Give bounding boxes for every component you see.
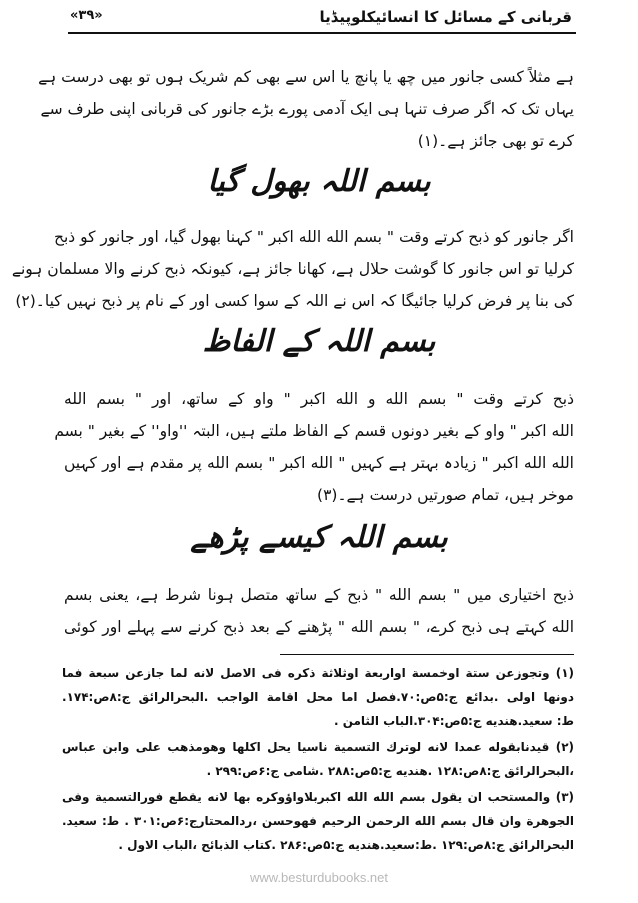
watermark: www.besturdubooks.net xyxy=(249,870,389,885)
footnote-line: دونها اولى .بدائع ج:۵ص:۷۰.فصل اما محل اقامة الواجب .البحرالرائق ج:۸ص:۱۷۴. xyxy=(62,690,574,704)
running-header xyxy=(68,4,576,34)
body-line: الله کہتے ہی ذبح کرے، " بسم الله " پڑھنے کے بعد ذبح کرنے سے پہلے اور کوئی xyxy=(64,618,574,636)
footnote-line: ط: سعيد.هنديه ج:۵ص:۳۰۴.الباب الثامن . xyxy=(333,714,574,728)
page-number: «۳۹» xyxy=(70,8,103,23)
header-rule xyxy=(68,32,576,34)
body-line: کرلیا تو اس جانور کا گوشت حلال ہے، کھانا جائز ہے، کیونکہ ذبح کرنے والا مسلمان ہونے xyxy=(11,260,574,278)
footnote-line: ،البحرالرائق ج:۸ص:۱۲۸ .هنديه ج:۵ص:۲۸۸ .شامى ج:۶ص:۲۹۹ . xyxy=(206,764,574,778)
footnote-line: البحرالرائق ج:۸ص:۱۲۹ .ط:سعيد.هنديه ج:۵ص:۲۸۶ .كتاب الذبائح ،الباب الاول . xyxy=(118,838,574,852)
body-line: یہاں تک کہ اگر صرف تنہا ہی ایک آدمی پورے بڑے جانور کی قربانی اپنی طرف سے xyxy=(40,100,574,118)
footnote-line: (۱) وتجوزعن ستة اوخمسة اواربعة اوثلاثة ذكره فى الاصل لانه لما جازعن سبعة فما xyxy=(62,666,574,680)
body-line: اگر جانور کو ذبح کرتے وقت " بسم الله الله اکبر " کہنا بھول گیا، اور جانور کو ذبح xyxy=(53,228,574,246)
book-title: قربانی کے مسائل کا انسائیکلوپیڈیا xyxy=(319,8,572,26)
body-line: ہے مثلاً کسی جانور میں چھ یا پانچ یا اس سے بھی کم شریک ہوں تو بھی درست ہے xyxy=(38,68,574,86)
body-line: الله الله اکبر " زیادہ بہتر ہے کہیں " الله اکبر " بسم الله پر مقدم ہے اور کہیں xyxy=(64,454,574,472)
footnote-line: (۲) قيدنابقوله عمدا لانه لوترك التسمية ناسيا يحل اكلها وهومذهب على وابن عباس xyxy=(62,740,574,754)
body-line: کرے تو بھی جائز ہے۔(۱) xyxy=(417,132,574,150)
section-heading: بسم اللہ کیسے پڑھے xyxy=(190,520,448,555)
body-line: الله اکبر " واو کے بغیر دونوں قسم کے الفاظ ملتے ہیں، البتہ ''واو'' کے بغیر " بسم xyxy=(54,422,574,440)
body-line: کی بنا پر فرض کرلیا جائیگا کہ اس نے اللہ کے سوا کسی اور کے نام پر ذبح نہیں کیا۔(۲) xyxy=(15,292,574,310)
body-line: ذبح کرتے وقت " بسم الله و الله اکبر " واو کے ساتھ، اور " بسم الله xyxy=(64,390,574,408)
footnote-line: (۳) والمستحب ان يقول بسم الله الله اكبربلاواؤوكره بها لانه يقطع فورالتسمية وفى xyxy=(62,790,574,804)
section-heading: بسم اللہ کے الفاظ xyxy=(202,324,436,359)
body-line: موخر ہیں، تمام صورتیں درست ہے۔(۳) xyxy=(317,486,574,504)
footnote-rule xyxy=(280,654,574,655)
footnote-line: الجوهرة وان قال بسم الله الرحمن الرحيم فهوحسن ،ردالمحتارج:۶ص:۳۰۱ . ط: سعيد. xyxy=(62,814,574,828)
section-heading: بسم اللہ بھول گیا xyxy=(207,164,431,199)
body-line: ذبح اختیاری میں " بسم الله " ذبح کے ساتھ متصل ہونا شرط ہے، یعنی بسم xyxy=(64,586,574,604)
